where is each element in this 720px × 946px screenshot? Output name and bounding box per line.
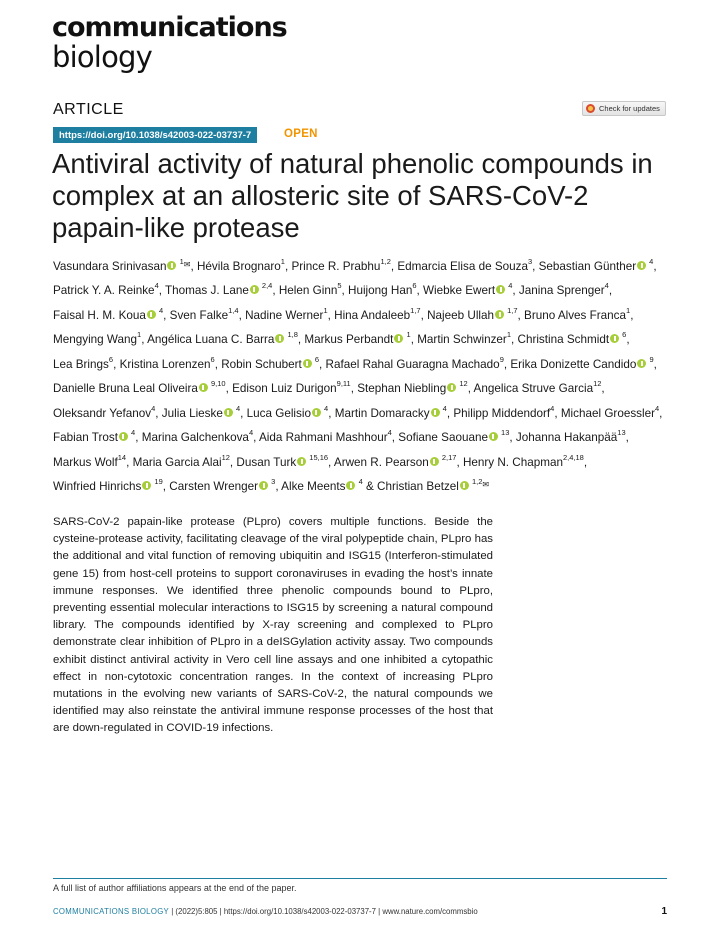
author-name-text: Janina Sprenger [518, 284, 605, 298]
journal-logo [52, 14, 287, 72]
author-name[interactable] [147, 330, 298, 347]
orcid-icon[interactable] [224, 408, 233, 417]
orcid-icon[interactable] [496, 285, 505, 294]
author-name-text: Najeeb Ullah [427, 308, 495, 322]
author-name-text: Christina Schmidt [517, 333, 610, 347]
author-name-text: Alke Meents [281, 480, 346, 494]
author-name-text: Marina Galchenkova [141, 431, 249, 445]
author-name[interactable] [119, 354, 215, 371]
author-name-text: Edmarcia Elisa de Souza [397, 259, 528, 273]
author-name-text: Prince R. Prabhu [291, 259, 381, 273]
author-name[interactable] [515, 428, 626, 445]
author-name-text: Angélica Luana C. Barra [147, 333, 275, 347]
author-affiliation: 6 [412, 281, 417, 291]
author-name-text: Henry N. Chapman [462, 455, 563, 469]
author-name-text: Michael Groessler [560, 406, 655, 420]
author-affiliation: 9,11 [336, 379, 351, 389]
author-name[interactable] [357, 379, 468, 396]
envelope-icon[interactable]: ✉ [482, 480, 490, 490]
author-name-text: Erika Donizette Candido [510, 357, 637, 371]
author-name[interactable] [462, 452, 584, 469]
author-affiliation: 4 [655, 403, 660, 413]
author-name[interactable] [304, 330, 411, 347]
author-name-text: Stephan Niebling [357, 382, 447, 396]
orcid-icon[interactable] [275, 334, 284, 343]
author-name[interactable] [538, 257, 654, 273]
author-name[interactable] [53, 257, 191, 273]
author-name[interactable] [141, 428, 254, 445]
author-name[interactable] [333, 452, 457, 469]
author-list: Vasundara Srinivasan $^{1✉}$, Hévila Brognaro$^1$, Prince R. Prabhu$^{1,2}$, Edmarcia Elisa de Souza$^3$, Sebastian Günther $^4$, Patrick Y. A. Reinke$^4$, Thomas J. Lane $^{2,4}$, Helen Ginn$^5$, Huijong Han$^6$, Wiebke Ewert $^4$, Janina Sprenger$^4$, Faisal H. M. Koua $^4$, Sven Falke$^{1,4}$, Nadine Werner$^1$, Hina Andaleeb$^{1,7}$, Najeeb Ullah $^{1,7}$, Bruno Alves Franca$^1$, Mengying Wang$^1$, Angélica Luana C. Barra $^{1,8}$, Markus Perbandt $^1$, Martin Schwinzer$^1$, Christina Schmidt $^6$, Lea Brings$^6$, Kristina Lorenzen$^6$, Robin Schubert $^6$, Rafael Rahal Guaragna Machado$^9$, Erika Donizette Candido $^9$, Danielle Bruna Leal Oliveira $^{9,10}$, Edison Luiz Durigon$^{9,11}$, Stephan Niebling $^{12}$, Angelica Struve Garcia$^{12}$, Oleksandr Yefanov$^4$, Julia Lieske $^4$, Luca Gelisio $^4$, Martin Domaracky $^4$, Philipp Middendorf$^4$, Michael Groessler$^4$, Fabian Trost $^4$, Marina Galchenkova$^4$, Aida Rahmani Mashhour$^4$, Sofiane Saouane $^{13}$, Johanna Hakanpää$^{13}$, Markus Wolf$^{14}$, Maria Garcia Alai$^{12}$, Dusan Turk $^{15,16}$, Arwen R. Pearson $^{2,17}$, Henry N. Chapman$^{2,4,18}$, Winfried Hinrichs $^{19}$, Carsten Wrenger $^3$, Alke Meents $^4$ & Christian Betzel $^{1,2✉}$ [53, 257, 663, 494]
author-name[interactable] [53, 403, 156, 420]
author-name-text: Aida Rahmani Mashhour [258, 431, 388, 445]
orcid-icon[interactable] [430, 457, 439, 466]
author-name[interactable] [423, 281, 513, 298]
author-name-text: Christian Betzel [377, 480, 459, 494]
author-affiliation: 2,4,18 [562, 452, 584, 462]
author-affiliation: 19 [152, 477, 163, 487]
author-affiliation: 1,2 [469, 477, 483, 487]
author-affiliation: 6 [210, 354, 215, 364]
doi-link[interactable]: https://doi.org/10.1038/s42003-022-03737-7 [53, 127, 257, 143]
author-name-text: Bruno Alves Franca [524, 308, 627, 322]
author-name[interactable] [169, 305, 239, 322]
author-affiliation: 1,8 [285, 330, 298, 340]
author-name[interactable] [473, 379, 602, 396]
author-name[interactable] [524, 305, 631, 322]
author-affiliation: 12 [593, 379, 602, 389]
author-name-text: Angelica Struve Garcia [473, 382, 594, 396]
author-name-text: Hévila Brognaro [196, 259, 281, 273]
author-name[interactable] [53, 477, 163, 494]
author-affiliation: 5 [337, 281, 342, 291]
author-name[interactable] [397, 257, 533, 273]
author-name[interactable] [196, 257, 285, 273]
author-name-text: Maria Garcia Alai [132, 455, 222, 469]
author-affiliation: 3 [527, 257, 533, 266]
author-name[interactable] [325, 354, 504, 371]
author-name-text: Lea Brings [53, 357, 109, 371]
author-affiliation: 4 [154, 281, 159, 291]
author-affiliation: 1 [177, 257, 184, 266]
orcid-icon[interactable] [346, 481, 355, 490]
author-affiliation: 14 [117, 452, 127, 462]
author-affiliation: 9,10 [208, 379, 226, 389]
author-name[interactable] [398, 428, 510, 445]
author-name-text: Julia Lieske [161, 406, 223, 420]
author-affiliation: 2,4 [259, 281, 273, 291]
author-name[interactable] [245, 305, 328, 322]
orcid-icon[interactable] [447, 383, 456, 392]
page-number: 1 [661, 906, 667, 917]
author-name[interactable] [221, 354, 320, 371]
orcid-icon[interactable] [637, 261, 646, 270]
author-name[interactable] [161, 403, 241, 420]
footer-citation: | (2022)5:805 | https://doi.org/10.1038/s42003-022-03737-7 | www.nature.com/commsbio [169, 907, 478, 916]
author-affiliation: 6 [108, 354, 114, 364]
author-affiliation: 4 [321, 403, 329, 413]
author-name-text: Martin Domaracky [334, 406, 430, 420]
author-name-text: Luca Gelisio [246, 406, 311, 420]
author-name[interactable] [53, 354, 114, 371]
author-affiliation: 6 [620, 330, 627, 340]
author-name[interactable] [246, 403, 329, 420]
author-name[interactable] [348, 281, 417, 298]
author-name-text: Vasundara Srinivasan [53, 259, 167, 273]
orcid-icon[interactable] [489, 432, 498, 441]
author-name[interactable] [518, 281, 609, 298]
footer-journal: COMMUNICATIONS BIOLOGY [53, 907, 170, 916]
author-name[interactable] [453, 403, 555, 420]
author-affiliation: 2,17 [439, 452, 457, 462]
author-affiliation: 9 [499, 354, 504, 364]
author-name-text: Arwen R. Pearson [333, 455, 429, 469]
orcid-icon[interactable] [259, 481, 268, 490]
abstract: SARS-CoV-2 papain-like protease (PLpro) covers multiple functions. Beside the cysteine-protease activity, facilitating cleavage of the viral polypeptide chain, PLpro has the additional and vital function of removing ubiquitin and ISG15 (Interferon-stimulated gene 15) from host-cell proteins to support coronaviruses in evading the host’s innate immune responses. We identified three phenolic compounds bound to PLpro, preventing essential molecular interactions to ISG15 by screening a natural compound library. The compounds identified by X-ray screening and complexed to PLpro demonstrate clear inhibition of PLpro in a deISGylation activity assay. Two compounds exhibit distinct antiviral activity in Vero cell line assays and one inhibited a cytopathic effect in non-cytotoxic concentration ranges. In the context of increasing PLpro mutations in the evolving new variants of SARS-CoV-2, the natural compounds we identified may also reinstate the antiviral immune response processes of the host that are down-regulated in COVID-19 infections. [53, 516, 493, 735]
author-affiliation: 4 [233, 403, 241, 413]
author-name[interactable] [377, 477, 490, 494]
open-access-label: OPEN [284, 128, 318, 140]
author-affiliation: 4 [440, 403, 447, 413]
orcid-icon[interactable] [199, 383, 208, 392]
author-name-text: Rafael Rahal Guaragna Machado [325, 357, 500, 371]
author-affiliation: 1 [626, 305, 631, 315]
orcid-icon[interactable] [147, 310, 156, 319]
author-name[interactable] [132, 452, 230, 469]
author-name-text: Faisal H. M. Koua [53, 308, 146, 322]
author-name[interactable] [53, 305, 164, 322]
orcid-icon[interactable] [460, 481, 469, 490]
author-name[interactable] [53, 379, 226, 396]
journal-name-line1: communications [52, 12, 287, 43]
author-name[interactable] [560, 403, 660, 420]
author-name[interactable] [291, 257, 391, 273]
author-name[interactable] [232, 379, 351, 396]
author-name-text: Patrick Y. A. Reinke [53, 284, 155, 298]
orcid-icon[interactable] [142, 481, 151, 490]
author-affiliation: 1 [404, 330, 411, 340]
author-affiliation: 12 [457, 379, 468, 389]
author-name-text: Wiebke Ewert [423, 284, 496, 298]
journal-name-line2: biology [52, 40, 152, 74]
author-name[interactable] [165, 281, 273, 298]
author-name[interactable] [53, 452, 127, 469]
orcid-icon[interactable] [119, 432, 128, 441]
author-name-text: Philipp Middendorf [453, 406, 551, 420]
author-name-text: Markus Perbandt [304, 333, 394, 347]
author-name-text: Markus Wolf [53, 455, 118, 469]
author-name[interactable] [236, 452, 329, 469]
author-affiliation: 1,2 [380, 257, 391, 266]
crossmark-icon [586, 104, 595, 113]
author-affiliation: 1 [323, 305, 328, 315]
author-affiliation: 13 [617, 428, 626, 438]
author-affiliation: 4 [151, 403, 156, 413]
author-affiliation: 1 [280, 257, 285, 266]
orcid-icon[interactable] [495, 310, 504, 319]
article-title: Antiviral activity of natural phenolic compounds in complex at an allosteric site of SARS-CoV-2 papain-like protease [52, 148, 653, 243]
author-name[interactable] [334, 403, 447, 420]
author-affiliation: 12 [221, 452, 230, 462]
author-name-text: Martin Schwinzer [417, 333, 507, 347]
author-name-text: Hina Andaleeb [334, 308, 411, 322]
author-name-text: Nadine Werner [245, 308, 324, 322]
orcid-icon[interactable] [167, 261, 176, 270]
author-name-text: Winfried Hinrichs [53, 480, 142, 494]
author-affiliation: 4 [647, 257, 654, 266]
author-name[interactable] [417, 330, 511, 347]
author-name[interactable] [510, 354, 654, 371]
page-footer [53, 907, 667, 916]
author-affiliation: 1,7 [505, 305, 518, 315]
author-name-text: Mengying Wang [53, 333, 138, 347]
author-affiliation: 1 [506, 330, 511, 340]
author-affiliation: 9 [647, 354, 654, 364]
orcid-icon[interactable] [312, 408, 321, 417]
author-name-text: Sofiane Saouane [398, 431, 488, 445]
author-name-text: Huijong Han [348, 284, 413, 298]
author-name-text: Edison Luiz Durigon [232, 382, 337, 396]
article-type: ARTICLE [53, 101, 124, 118]
author-name-text: Sebastian Günther [538, 259, 637, 273]
author-affiliation: 4 [387, 428, 392, 438]
orcid-icon[interactable] [637, 359, 646, 368]
author-name[interactable] [427, 305, 518, 322]
author-affiliation: 1,4 [228, 305, 239, 315]
author-affiliation: 6 [312, 354, 320, 364]
author-name[interactable] [517, 330, 627, 347]
footnote-divider [53, 878, 667, 879]
check-for-updates-label: Check for updates [599, 104, 660, 113]
author-affiliation: 1 [137, 330, 142, 340]
envelope-icon[interactable]: ✉ [183, 259, 191, 269]
author-name-text: Fabian Trost [53, 431, 118, 445]
orcid-icon[interactable] [250, 285, 259, 294]
affiliations-footnote: A full list of author affiliations appears at the end of the paper. [53, 883, 297, 893]
author-affiliation: 4 [248, 428, 254, 438]
author-affiliation: 4 [550, 403, 555, 413]
author-affiliation: 3 [269, 477, 276, 487]
author-name[interactable] [258, 428, 392, 445]
orcid-icon[interactable] [303, 359, 312, 368]
author-name[interactable] [334, 305, 421, 322]
orcid-icon[interactable] [610, 334, 619, 343]
author-affiliation: 4 [506, 281, 513, 291]
author-name-text: Oleksandr Yefanov [53, 406, 152, 420]
orcid-icon[interactable] [431, 408, 440, 417]
orcid-icon[interactable] [394, 334, 403, 343]
author-name[interactable] [53, 330, 142, 347]
author-name-text: Carsten Wrenger [169, 480, 259, 494]
author-affiliation: 4 [156, 305, 164, 315]
author-affiliation: 15,16 [307, 452, 329, 462]
orcid-icon[interactable] [297, 457, 306, 466]
author-name[interactable] [53, 281, 159, 298]
author-name[interactable] [169, 477, 276, 494]
author-name[interactable] [278, 281, 342, 298]
author-affiliation: 4 [604, 281, 609, 291]
author-name-text: Thomas J. Lane [165, 284, 249, 298]
check-for-updates-button[interactable] [582, 101, 666, 116]
author-name-text: Helen Ginn [278, 284, 338, 298]
author-affiliation: 13 [498, 428, 510, 438]
author-name-text: Johanna Hakanpää [515, 431, 618, 445]
author-name[interactable] [281, 477, 363, 494]
author-affiliation: 4 [128, 428, 136, 438]
author-affiliation: 4 [356, 477, 363, 487]
author-name-text: Kristina Lorenzen [119, 357, 211, 371]
author-name[interactable] [53, 428, 136, 445]
author-name-text: Robin Schubert [221, 357, 302, 371]
author-affiliation: 1,7 [410, 305, 421, 315]
author-name-text: Dusan Turk [236, 455, 297, 469]
author-name-text: Danielle Bruna Leal Oliveira [53, 382, 198, 396]
author-name-text: Sven Falke [169, 308, 229, 322]
